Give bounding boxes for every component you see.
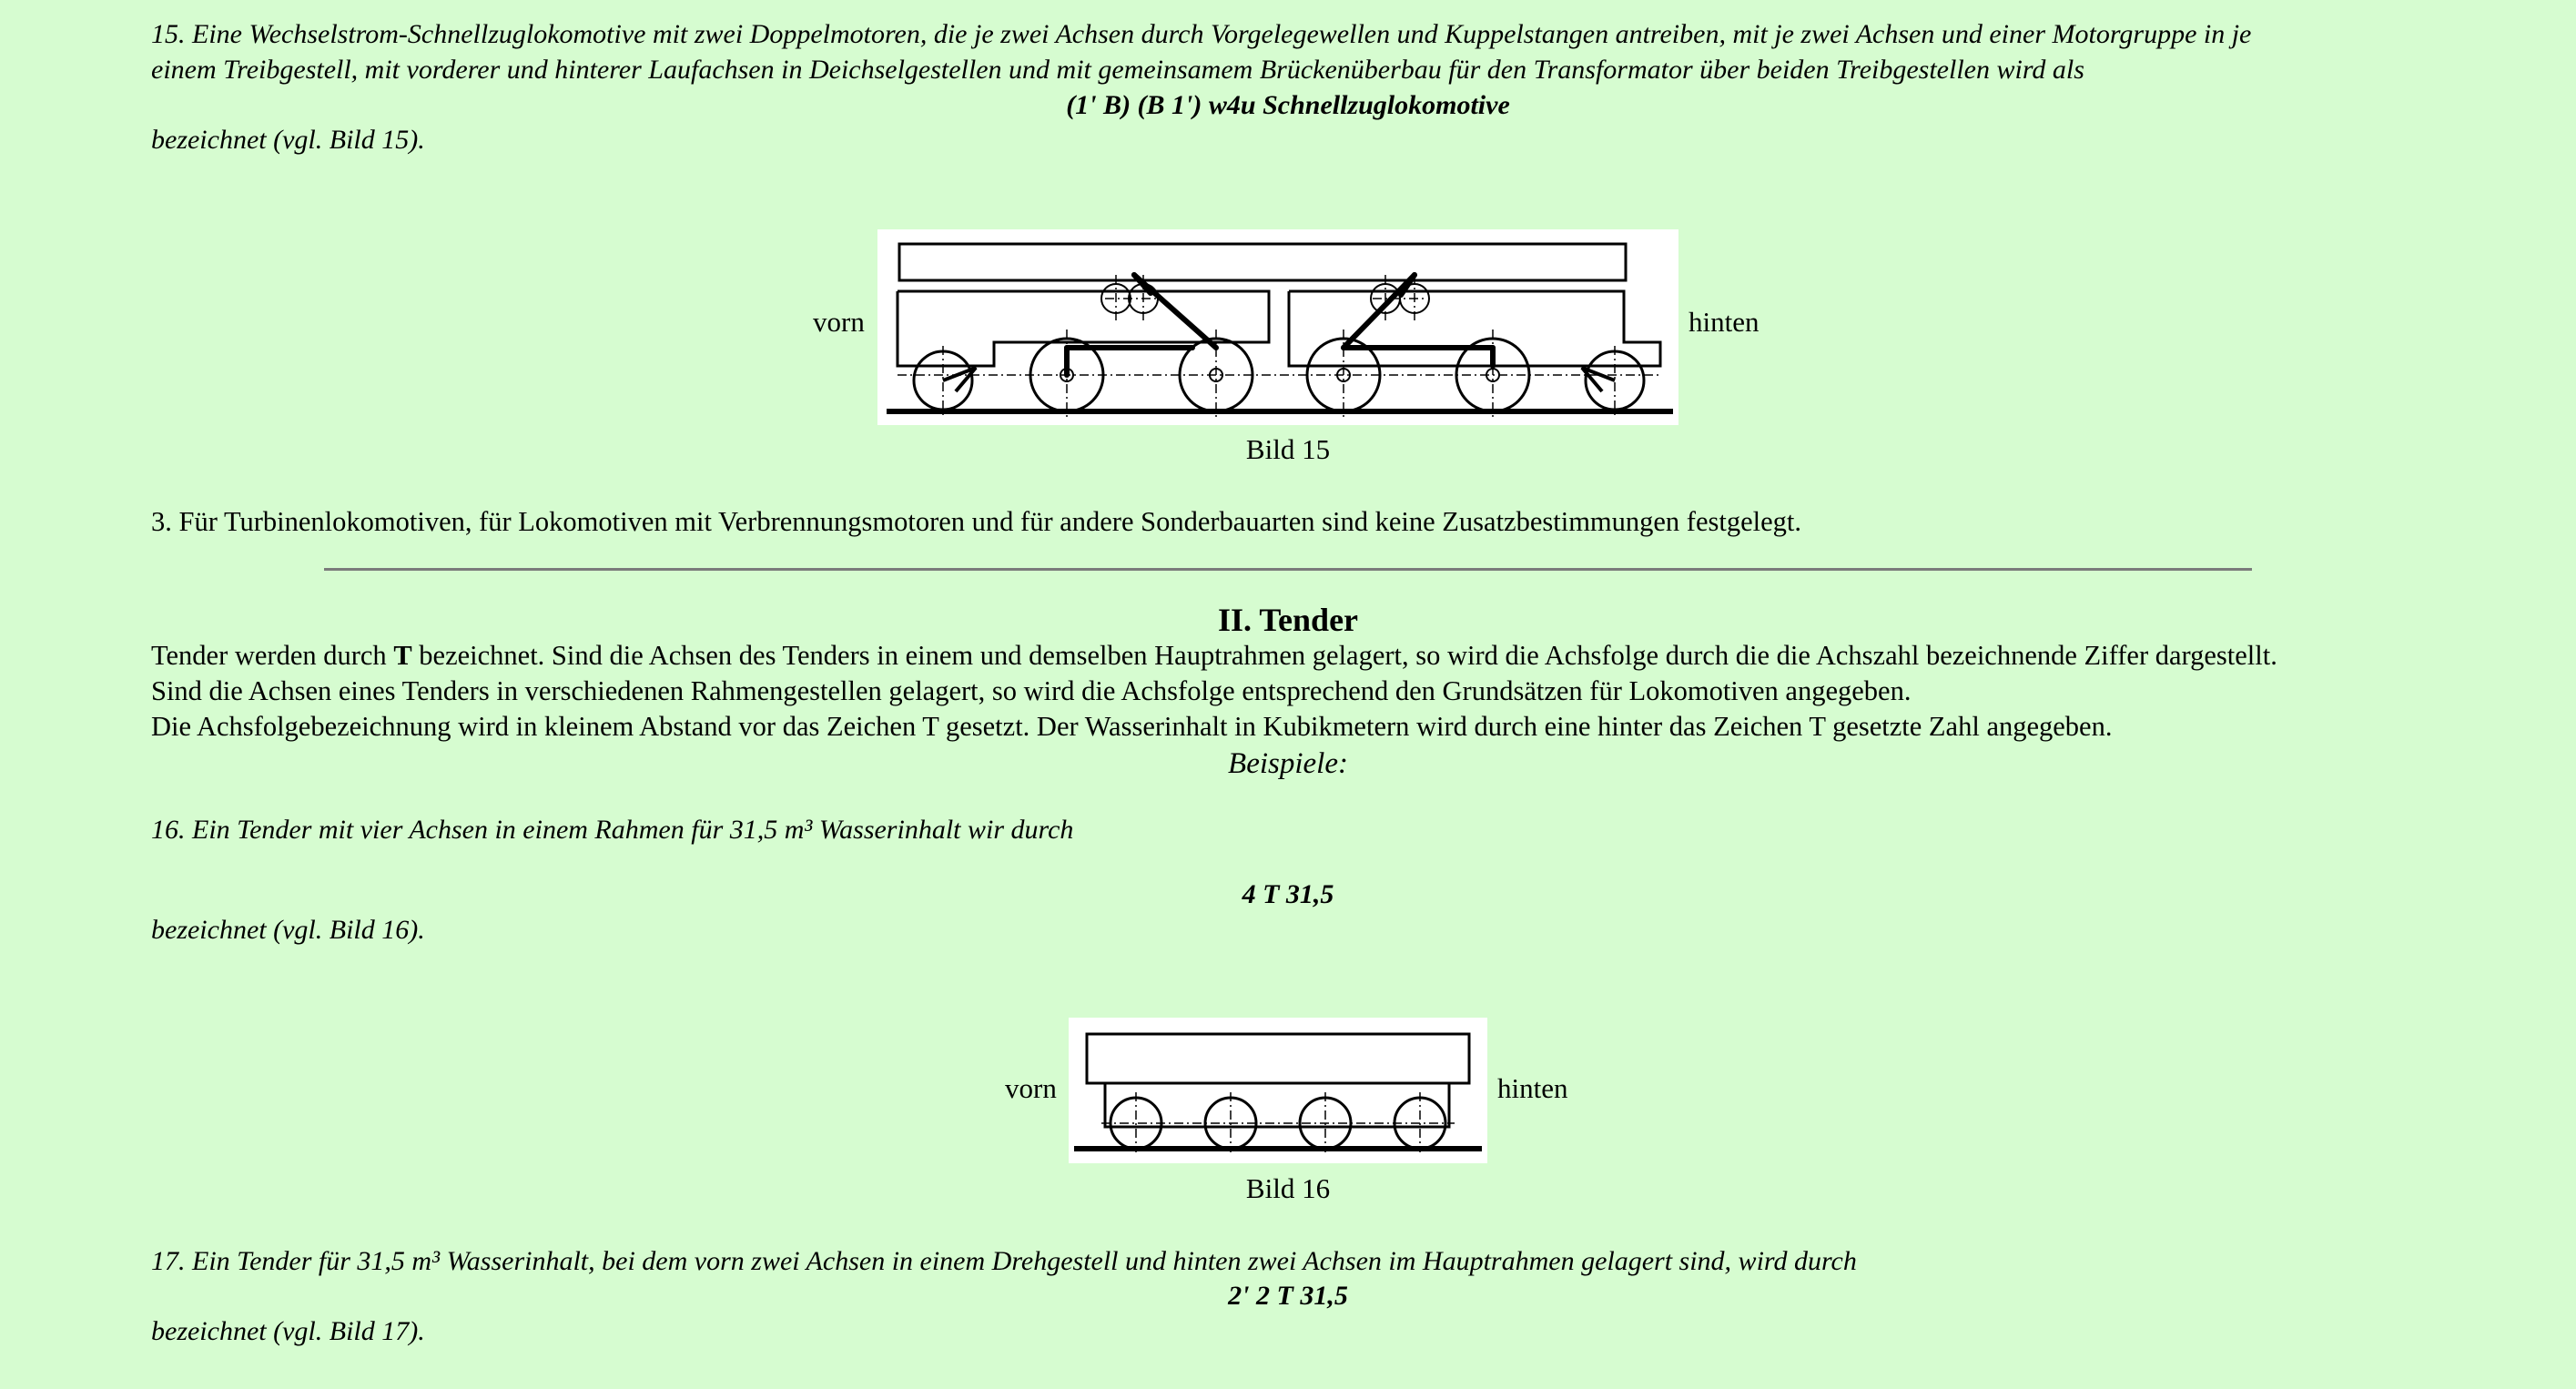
- tender-symbol: T: [393, 640, 412, 671]
- section-15-line-1: 15. Eine Wechselstrom-Schnellzuglokomotive mit zwei Doppelmotoren, die je zwei Achsen durch Vorgelegewellen und Kuppelstangen antreiben, mit je zwei Achsen und einer Motorgruppe in je: [151, 19, 2252, 49]
- section-16-formula: 4 T 31,5: [1242, 879, 1334, 909]
- figure-16-diagram: [1069, 1018, 1487, 1163]
- tender-heading: II. Tender: [1217, 602, 1359, 638]
- tender-paragraph-1-end: bezeichnet. Sind die Achsen des Tenders in einem und demselben Hauptrahmen gelagert, so wird die Achsfolge durch die die Achszahl bezeichnende Ziffer dargestellt.: [411, 640, 2277, 671]
- figure-16-left-label: vorn: [1005, 1072, 1057, 1104]
- tender-paragraph-1: [151, 638, 2572, 674]
- figure-15-diagram: [877, 229, 1678, 425]
- note-3: 3. Für Turbinenlokomotiven, für Lokomotiven mit Verbrennungsmotoren und für andere Sonderbauarten sind keine Zusatzbestimmungen festgelegt.: [151, 506, 1801, 537]
- section-15-formula: (1' B) (B 1') w4u Schnellzuglokomotive: [1066, 90, 1510, 120]
- tender-paragraph-2: Sind die Achsen eines Tenders in verschiedenen Rahmengestellen gelagert, so wird die Achsfolge entsprechend den Grundsätzen für Lokomotiven angegeben.: [151, 675, 1912, 706]
- section-17-formula: 2' 2 T 31,5: [1228, 1281, 1348, 1311]
- section-17-suffix: bezeichnet (vgl. Bild 17).: [151, 1316, 425, 1346]
- figure-16-right-label: hinten: [1497, 1072, 1568, 1104]
- tender-paragraph-3: Die Achsfolgebezeichnung wird in kleinem Abstand vor das Zeichen T gesetzt. Der Wasserinhalt in Kubikmetern wird durch eine hinter das Zeichen T gesetzte Zahl angegeben.: [151, 711, 2113, 742]
- section-16-line: 16. Ein Tender mit vier Achsen in einem Rahmen für 31,5 m³ Wasserinhalt wir durch: [151, 815, 1074, 845]
- section-divider: [324, 568, 2252, 571]
- figure-15-caption: Bild 15: [1245, 433, 1331, 465]
- tender-paragraph-1-start: Tender werden durch: [151, 640, 394, 671]
- section-17-line: 17. Ein Tender für 31,5 m³ Wasserinhalt, bei dem vorn zwei Achsen in einem Drehgestell und hinten zwei Achsen im Hauptrahmen gelagert sind, wird durch: [151, 1246, 1857, 1276]
- examples-heading: Beispiele:: [1228, 747, 1348, 780]
- section-15-line-2: einem Treibgestell, mit vorderer und hinterer Laufachsen in Deichselgestellen und mit gemeinsamem Brückenüberbau für den Transformator über beiden Treibgestellen wird als: [151, 55, 2084, 85]
- figure-15-right-label: hinten: [1689, 306, 1760, 338]
- figure-15-left-label: vorn: [813, 306, 865, 338]
- figure-16-caption: Bild 16: [1245, 1172, 1331, 1204]
- section-16-suffix: bezeichnet (vgl. Bild 16).: [151, 915, 425, 945]
- section-15-suffix: bezeichnet (vgl. Bild 15).: [151, 125, 425, 155]
